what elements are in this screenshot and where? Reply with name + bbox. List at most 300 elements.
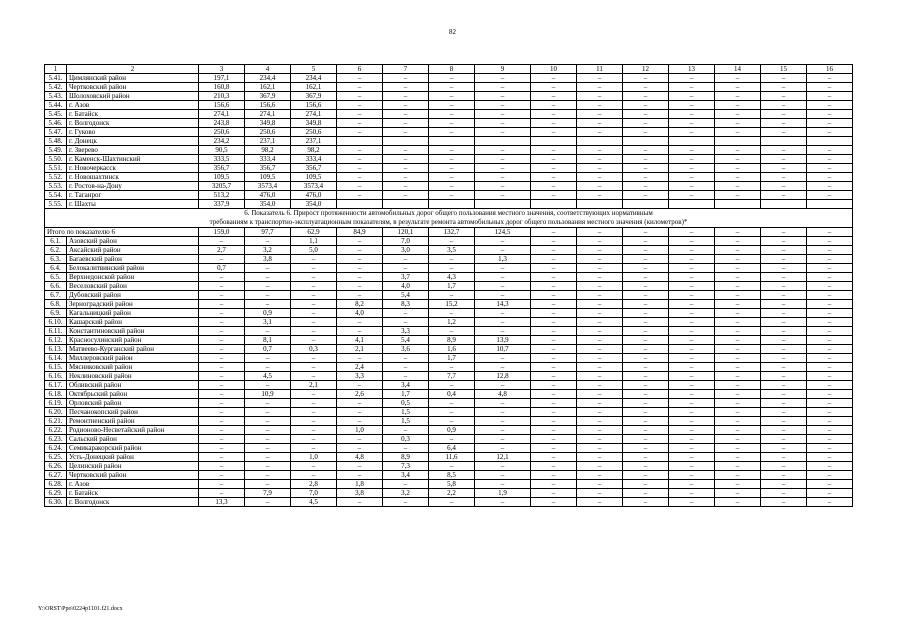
value-cell: –: [577, 327, 623, 336]
value-cell: –: [531, 74, 577, 83]
value-cell: [429, 137, 475, 146]
value-cell: 8,1: [245, 336, 291, 345]
row-number: 6.14.: [45, 354, 67, 363]
value-cell: –: [715, 255, 761, 264]
value-cell: 109,5: [291, 173, 337, 182]
value-cell: 90,5: [199, 146, 245, 155]
value-cell: [623, 137, 669, 146]
value-cell: –: [807, 390, 853, 399]
value-cell: –: [429, 255, 475, 264]
value-cell: –: [623, 480, 669, 489]
value-cell: –: [475, 173, 531, 182]
value-cell: [531, 137, 577, 146]
value-cell: 333,4: [291, 155, 337, 164]
value-cell: [475, 137, 531, 146]
value-cell: 6,4: [429, 444, 475, 453]
value-cell: –: [383, 309, 429, 318]
value-cell: –: [807, 182, 853, 191]
value-cell: –: [715, 282, 761, 291]
value-cell: 4,8: [337, 453, 383, 462]
value-cell: 3,1: [245, 318, 291, 327]
value-cell: –: [429, 173, 475, 182]
row-number: 5.52.: [45, 173, 67, 182]
value-cell: 1,0: [291, 453, 337, 462]
value-cell: –: [715, 309, 761, 318]
row-name: Орловский район: [67, 399, 199, 408]
value-cell: –: [337, 237, 383, 246]
value-cell: –: [577, 173, 623, 182]
value-cell: –: [623, 345, 669, 354]
value-cell: –: [337, 191, 383, 200]
row-name: Обливский район: [67, 381, 199, 390]
value-cell: –: [531, 264, 577, 273]
value-cell: –: [623, 309, 669, 318]
value-cell: 15,2: [429, 300, 475, 309]
row-name: г. Гуково: [67, 128, 199, 137]
value-cell: –: [337, 444, 383, 453]
value-cell: –: [199, 399, 245, 408]
value-cell: –: [337, 273, 383, 282]
value-cell: –: [577, 155, 623, 164]
value-cell: –: [199, 372, 245, 381]
value-cell: –: [475, 327, 531, 336]
value-cell: –: [623, 246, 669, 255]
row-name: г. Азов: [67, 480, 199, 489]
column-number: 5: [291, 65, 337, 74]
value-cell: –: [623, 83, 669, 92]
row-name: г. Батайск: [67, 489, 199, 498]
row-name: г. Волгодонск: [67, 498, 199, 507]
value-cell: [531, 200, 577, 209]
value-cell: –: [715, 128, 761, 137]
value-cell: –: [291, 327, 337, 336]
value-cell: –: [383, 92, 429, 101]
value-cell: –: [531, 309, 577, 318]
table-row: [45, 399, 853, 408]
value-cell: 3573,4: [245, 182, 291, 191]
value-cell: –: [761, 155, 807, 164]
value-cell: 3,4: [383, 471, 429, 480]
value-cell: –: [761, 417, 807, 426]
table-row: [45, 92, 853, 101]
value-cell: –: [337, 155, 383, 164]
value-cell: 0,7: [245, 345, 291, 354]
value-cell: –: [245, 471, 291, 480]
value-cell: –: [577, 83, 623, 92]
value-cell: –: [199, 417, 245, 426]
table-row: [45, 246, 853, 255]
value-cell: –: [531, 237, 577, 246]
value-cell: –: [807, 255, 853, 264]
row-number: 6.27.: [45, 471, 67, 480]
value-cell: –: [669, 228, 715, 237]
row-name: Кашарский район: [67, 318, 199, 327]
value-cell: –: [669, 164, 715, 173]
value-cell: –: [807, 83, 853, 92]
value-cell: –: [715, 390, 761, 399]
value-cell: 1,6: [429, 345, 475, 354]
value-cell: –: [383, 363, 429, 372]
value-cell: –: [383, 372, 429, 381]
value-cell: –: [475, 462, 531, 471]
value-cell: –: [807, 489, 853, 498]
value-cell: –: [531, 489, 577, 498]
value-cell: –: [245, 381, 291, 390]
value-cell: –: [245, 435, 291, 444]
column-number: 15: [761, 65, 807, 74]
total-row: [45, 228, 853, 237]
row-name: Кагальницкий район: [67, 309, 199, 318]
value-cell: –: [715, 101, 761, 110]
value-cell: –: [623, 300, 669, 309]
value-cell: –: [669, 182, 715, 191]
row-name: Сальский район: [67, 435, 199, 444]
value-cell: –: [761, 381, 807, 390]
row-name: Верхнедонской район: [67, 273, 199, 282]
value-cell: –: [429, 101, 475, 110]
value-cell: –: [807, 435, 853, 444]
value-cell: 160,8: [199, 83, 245, 92]
value-cell: –: [761, 282, 807, 291]
value-cell: –: [669, 101, 715, 110]
value-cell: 12,8: [475, 372, 531, 381]
value-cell: –: [807, 264, 853, 273]
row-name: Константиновский район: [67, 327, 199, 336]
table-row: [45, 300, 853, 309]
table-row: [45, 119, 853, 128]
row-number: 5.41.: [45, 74, 67, 83]
value-cell: –: [429, 237, 475, 246]
row-name: г. Донецк: [67, 137, 199, 146]
value-cell: –: [761, 291, 807, 300]
value-cell: –: [531, 318, 577, 327]
value-cell: –: [669, 110, 715, 119]
row-number: 6.25.: [45, 453, 67, 462]
value-cell: –: [199, 354, 245, 363]
value-cell: –: [623, 110, 669, 119]
value-cell: 4,3: [429, 273, 475, 282]
value-cell: –: [623, 264, 669, 273]
value-cell: –: [245, 444, 291, 453]
row-number: 6.4.: [45, 264, 67, 273]
table-row: [45, 336, 853, 345]
column-number: 3: [199, 65, 245, 74]
row-name: Шолоховский район: [67, 92, 199, 101]
value-cell: –: [715, 372, 761, 381]
table-row: [45, 273, 853, 282]
value-cell: 4,5: [291, 498, 337, 507]
value-cell: –: [337, 101, 383, 110]
value-cell: –: [669, 471, 715, 480]
value-cell: –: [337, 264, 383, 273]
value-cell: –: [531, 408, 577, 417]
value-cell: –: [429, 309, 475, 318]
value-cell: –: [577, 309, 623, 318]
value-cell: –: [199, 363, 245, 372]
value-cell: –: [807, 318, 853, 327]
value-cell: –: [715, 489, 761, 498]
row-number: 5.45.: [45, 110, 67, 119]
value-cell: –: [475, 354, 531, 363]
value-cell: –: [577, 417, 623, 426]
value-cell: 4,1: [337, 336, 383, 345]
value-cell: –: [475, 417, 531, 426]
value-cell: –: [669, 92, 715, 101]
row-number: 6.28.: [45, 480, 67, 489]
value-cell: –: [715, 354, 761, 363]
value-cell: –: [245, 453, 291, 462]
value-cell: –: [761, 173, 807, 182]
value-cell: 109,5: [245, 173, 291, 182]
value-cell: –: [807, 327, 853, 336]
value-cell: –: [531, 372, 577, 381]
row-name: Чертковский район: [67, 83, 199, 92]
value-cell: 274,1: [245, 110, 291, 119]
value-cell: [807, 200, 853, 209]
value-cell: –: [531, 426, 577, 435]
value-cell: –: [531, 173, 577, 182]
value-cell: –: [807, 191, 853, 200]
value-cell: 98,2: [291, 146, 337, 155]
data-table: [44, 64, 853, 507]
value-cell: –: [429, 498, 475, 507]
value-cell: –: [475, 426, 531, 435]
value-cell: –: [761, 336, 807, 345]
value-cell: –: [531, 191, 577, 200]
column-number: 14: [715, 65, 761, 74]
value-cell: –: [807, 291, 853, 300]
value-cell: –: [807, 408, 853, 417]
value-cell: –: [807, 164, 853, 173]
row-number: 6.30.: [45, 498, 67, 507]
value-cell: –: [715, 182, 761, 191]
value-cell: –: [245, 273, 291, 282]
value-cell: 62,9: [291, 228, 337, 237]
value-cell: –: [475, 110, 531, 119]
value-cell: –: [531, 345, 577, 354]
value-cell: –: [475, 471, 531, 480]
row-number: 6.21.: [45, 417, 67, 426]
value-cell: –: [199, 327, 245, 336]
value-cell: –: [337, 381, 383, 390]
value-cell: –: [531, 146, 577, 155]
value-cell: –: [291, 282, 337, 291]
value-cell: 1,1: [291, 237, 337, 246]
value-cell: –: [669, 489, 715, 498]
value-cell: 250,6: [291, 128, 337, 137]
value-cell: –: [807, 372, 853, 381]
value-cell: –: [475, 480, 531, 489]
value-cell: –: [807, 237, 853, 246]
value-cell: 7,7: [429, 372, 475, 381]
value-cell: –: [475, 381, 531, 390]
value-cell: –: [669, 255, 715, 264]
value-cell: –: [577, 372, 623, 381]
value-cell: –: [669, 119, 715, 128]
row-name: г. Зверево: [67, 146, 199, 155]
value-cell: –: [429, 83, 475, 92]
value-cell: [383, 137, 429, 146]
value-cell: –: [531, 110, 577, 119]
row-name: Родионово-Несветайский район: [67, 426, 199, 435]
value-cell: 349,8: [291, 119, 337, 128]
column-number: 11: [577, 65, 623, 74]
value-cell: –: [577, 246, 623, 255]
value-cell: –: [337, 282, 383, 291]
value-cell: –: [623, 164, 669, 173]
value-cell: –: [383, 110, 429, 119]
value-cell: –: [531, 444, 577, 453]
value-cell: –: [715, 498, 761, 507]
value-cell: –: [623, 426, 669, 435]
row-number: 6.20.: [45, 408, 67, 417]
value-cell: –: [245, 264, 291, 273]
value-cell: 4,0: [337, 309, 383, 318]
row-name: г. Волгодонск: [67, 119, 199, 128]
value-cell: –: [531, 155, 577, 164]
column-number: 7: [383, 65, 429, 74]
value-cell: –: [761, 300, 807, 309]
value-cell: –: [715, 92, 761, 101]
value-cell: –: [199, 462, 245, 471]
table-row: [45, 372, 853, 381]
value-cell: 156,6: [199, 101, 245, 110]
page-number: 82: [449, 28, 456, 36]
value-cell: –: [807, 246, 853, 255]
value-cell: –: [199, 426, 245, 435]
value-cell: 1,5: [383, 417, 429, 426]
value-cell: –: [715, 444, 761, 453]
value-cell: –: [245, 426, 291, 435]
column-number-row: [45, 65, 853, 74]
value-cell: –: [807, 399, 853, 408]
value-cell: –: [475, 164, 531, 173]
value-cell: –: [577, 480, 623, 489]
value-cell: –: [475, 155, 531, 164]
value-cell: –: [761, 498, 807, 507]
value-cell: –: [337, 354, 383, 363]
row-number: 6.6.: [45, 282, 67, 291]
value-cell: –: [531, 435, 577, 444]
value-cell: –: [761, 480, 807, 489]
table-row: [45, 345, 853, 354]
row-number: 6.3.: [45, 255, 67, 264]
value-cell: –: [199, 336, 245, 345]
value-cell: 234,4: [291, 74, 337, 83]
value-cell: –: [807, 155, 853, 164]
value-cell: 5,4: [383, 336, 429, 345]
value-cell: –: [669, 462, 715, 471]
row-number: 6.8.: [45, 300, 67, 309]
value-cell: –: [761, 146, 807, 155]
value-cell: –: [383, 444, 429, 453]
value-cell: –: [623, 237, 669, 246]
value-cell: –: [623, 318, 669, 327]
value-cell: –: [577, 444, 623, 453]
value-cell: –: [761, 471, 807, 480]
section-title-line1: 6. Показатель 6. Прирост протяженности автомобильных дорог общего пользования местного значения, соответствующих нормативным: [244, 209, 653, 217]
section-title: [45, 209, 853, 228]
value-cell: –: [291, 372, 337, 381]
value-cell: 234,4: [245, 74, 291, 83]
value-cell: 3,2: [245, 246, 291, 255]
table-row: [45, 74, 853, 83]
value-cell: –: [199, 453, 245, 462]
value-cell: –: [761, 435, 807, 444]
value-cell: –: [475, 264, 531, 273]
value-cell: –: [669, 480, 715, 489]
value-cell: –: [531, 83, 577, 92]
value-cell: 10,9: [245, 390, 291, 399]
value-cell: –: [531, 327, 577, 336]
value-cell: 159,0: [199, 228, 245, 237]
table-row: [45, 83, 853, 92]
value-cell: –: [337, 146, 383, 155]
row-name: Белокалитвинский район: [67, 264, 199, 273]
value-cell: –: [531, 354, 577, 363]
row-number: 5.42.: [45, 83, 67, 92]
value-cell: –: [383, 146, 429, 155]
value-cell: –: [669, 146, 715, 155]
value-cell: –: [669, 74, 715, 83]
value-cell: –: [291, 408, 337, 417]
value-cell: –: [291, 264, 337, 273]
value-cell: –: [577, 101, 623, 110]
value-cell: –: [669, 309, 715, 318]
column-number: 1: [45, 65, 67, 74]
value-cell: –: [623, 228, 669, 237]
value-cell: –: [807, 480, 853, 489]
value-cell: –: [623, 191, 669, 200]
value-cell: –: [761, 426, 807, 435]
value-cell: –: [761, 273, 807, 282]
value-cell: –: [429, 408, 475, 417]
table-row: [45, 137, 853, 146]
value-cell: –: [807, 498, 853, 507]
value-cell: 333,4: [245, 155, 291, 164]
table-row: [45, 327, 853, 336]
table-row: [45, 182, 853, 191]
row-name: Багаевский район: [67, 255, 199, 264]
value-cell: –: [475, 92, 531, 101]
section-title-line2: требованиям к транспортно-эксплуатационным показателям, в результате ремонта автомобильных дорог общего пользования местного значения (километров)*: [209, 218, 688, 226]
value-cell: [761, 200, 807, 209]
value-cell: –: [577, 237, 623, 246]
value-cell: –: [669, 345, 715, 354]
value-cell: 234,2: [199, 137, 245, 146]
value-cell: 210,3: [199, 92, 245, 101]
value-cell: –: [245, 354, 291, 363]
column-number: 2: [67, 65, 199, 74]
value-cell: –: [475, 273, 531, 282]
value-cell: –: [623, 336, 669, 345]
row-name: Мясниковский район: [67, 363, 199, 372]
value-cell: –: [623, 119, 669, 128]
value-cell: –: [761, 255, 807, 264]
table-row: [45, 426, 853, 435]
value-cell: 0,5: [383, 399, 429, 408]
table-row: [45, 462, 853, 471]
value-cell: –: [623, 146, 669, 155]
value-cell: –: [199, 444, 245, 453]
value-cell: –: [531, 399, 577, 408]
value-cell: 3,8: [337, 489, 383, 498]
row-number: 5.55.: [45, 200, 67, 209]
value-cell: 1,5: [383, 408, 429, 417]
value-cell: –: [429, 264, 475, 273]
value-cell: –: [531, 417, 577, 426]
value-cell: –: [761, 74, 807, 83]
